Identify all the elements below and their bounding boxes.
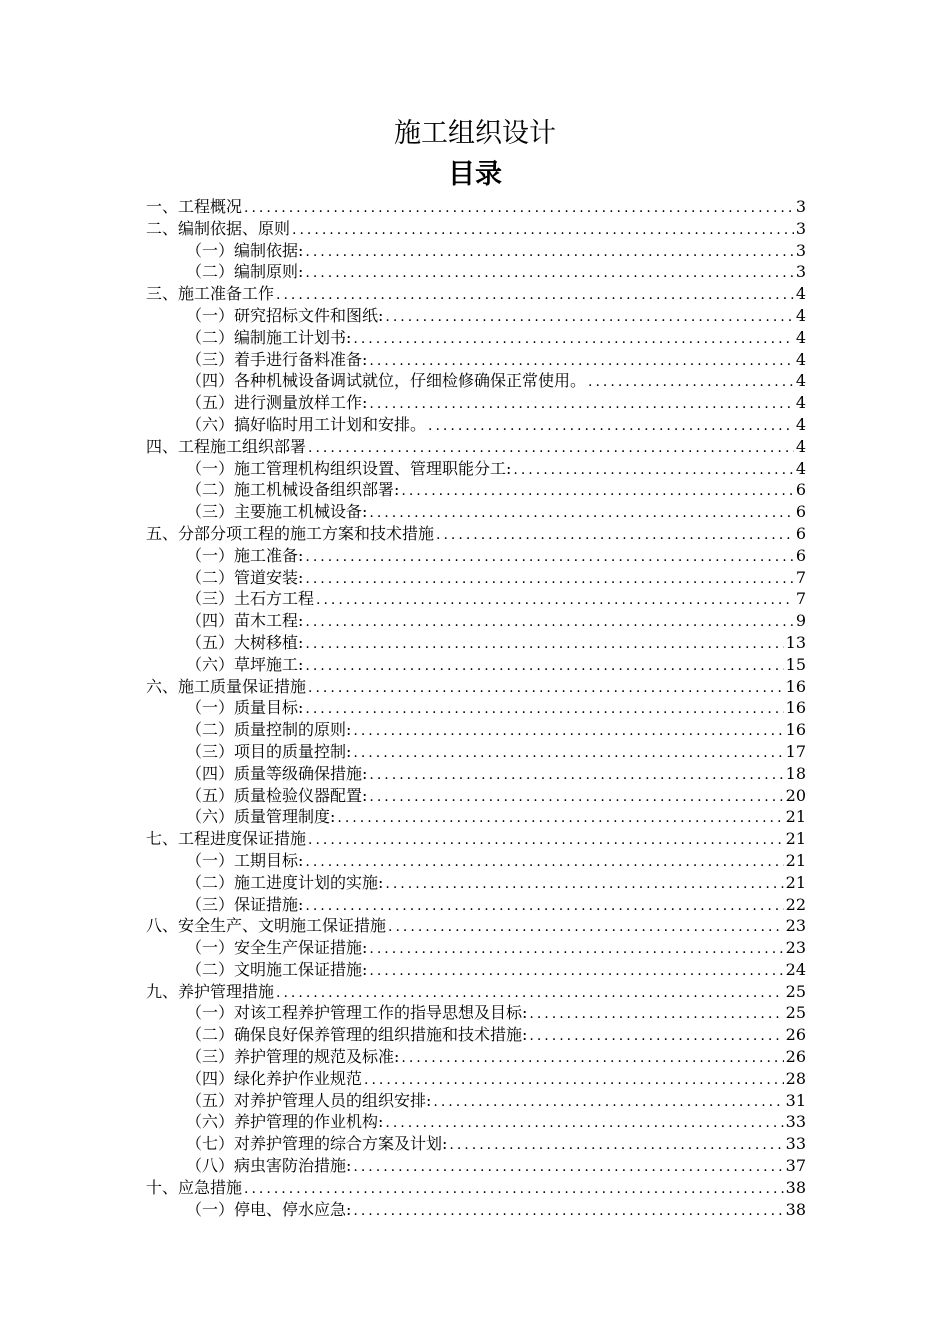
toc-entry-title: 九、养护管理措施 [146,981,275,1001]
toc-entry-page-number: 9 [795,611,806,631]
toc-entry-page-number: 16 [785,720,806,740]
toc-entry-title: （二）确保良好保养管理的组织措施和技术措施: [186,1025,528,1045]
toc-entry[interactable] [146,654,806,676]
toc-entry[interactable] [146,1111,806,1133]
toc-entry[interactable] [146,349,806,371]
toc-dot-leader [369,503,793,523]
toc-entry-title: （一）编制依据: [186,240,304,260]
toc-entry-title: （六）搞好临时用工计划和安排。 [186,414,427,434]
toc-entry-title: 二、编制依据、原则 [146,218,291,238]
toc-entry-page-number: 15 [785,654,806,674]
toc-dot-leader [369,939,783,959]
toc-entry-title: （三）养护管理的规范及标准: [186,1047,400,1067]
toc-entry-title: （三）着手进行备料准备: [186,349,368,369]
toc-entry-title: （四）质量等级确保措施: [186,763,368,783]
toc-entry-page-number: 3 [795,197,806,216]
toc-dot-leader [353,1157,783,1177]
toc-entry[interactable] [146,1133,806,1155]
toc-entry-title: （四）苗木工程: [186,611,304,631]
toc-entry-page-number: 18 [785,763,806,783]
toc-dot-leader [385,307,793,327]
toc-entry-page-number: 3 [795,262,806,282]
toc-dot-leader [305,634,783,654]
toc-dot-leader [529,1004,783,1024]
toc-entry-title: （一）停电、停水应急: [186,1199,352,1219]
toc-dot-leader [369,351,793,371]
toc-dot-leader [401,1048,783,1068]
toc-entry-title: 三、施工准备工作 [146,284,275,304]
toc-dot-leader [292,220,794,240]
toc-entry-page-number: 21 [785,850,806,870]
toc-dot-leader [308,678,784,698]
toc-entry-page-number: 16 [785,698,806,718]
toc-entry-title: （六）质量管理制度: [186,807,336,827]
toc-dot-leader [388,917,784,937]
toc-entry-title: 八、安全生产、文明施工保证措施 [146,916,387,936]
toc-entry[interactable] [146,959,806,981]
toc-entry[interactable] [146,523,806,545]
toc-dot-leader [276,983,784,1003]
toc-entry[interactable] [146,327,806,349]
toc-entry[interactable] [146,414,806,436]
toc-entry-title: （四）各种机械设备调试就位，仔细检修确保正常使用。 [186,371,587,391]
toc-dot-leader [433,1092,783,1112]
toc-entry-page-number: 6 [795,502,806,522]
toc-dot-leader [588,372,794,392]
toc-entry[interactable] [146,610,806,632]
toc-entry[interactable] [146,545,806,567]
toc-entry[interactable] [146,894,806,916]
toc-dot-leader [305,896,783,916]
table-of-contents [146,196,806,1220]
toc-entry[interactable] [146,305,806,327]
toc-entry-page-number: 26 [785,1047,806,1067]
toc-entry[interactable] [146,697,806,719]
toc-entry-title: （三）项目的质量控制: [186,741,352,761]
toc-entry-title: （五）进行测量放样工作: [186,393,368,413]
toc-entry-title: （三）土石方工程 [186,589,315,609]
toc-entry[interactable] [146,501,806,523]
toc-dot-leader [305,263,793,283]
toc-entry-title: （八）病虫害防治措施: [186,1156,352,1176]
toc-entry[interactable] [146,458,806,480]
toc-entry-page-number: 6 [795,523,806,543]
toc-entry[interactable] [146,588,806,610]
toc-entry[interactable] [146,196,806,218]
toc-entry-page-number: 17 [785,741,806,761]
toc-entry[interactable] [146,1199,806,1221]
toc-entry-title: （四）绿化养护作业规范 [186,1068,363,1088]
toc-entry-title: （七）对养护管理的综合方案及计划: [186,1134,448,1154]
toc-dot-leader [529,1026,783,1046]
toc-entry[interactable] [146,741,806,763]
toc-entry-page-number: 4 [795,393,806,413]
toc-entry-page-number: 4 [795,284,806,304]
toc-entry-title: （六）养护管理的作业机构: [186,1112,384,1132]
toc-entry[interactable] [146,915,806,937]
toc-entry-title: （一）对该工程养护管理工作的指导思想及目标: [186,1003,528,1023]
toc-entry-title: 十、应急措施 [146,1177,243,1197]
toc-entry[interactable] [146,981,806,1003]
toc-entry-page-number: 28 [785,1068,806,1088]
toc-dot-leader [369,394,793,414]
toc-entry[interactable] [146,1090,806,1112]
toc-entry[interactable] [146,436,806,458]
toc-dot-leader [305,699,783,719]
toc-dot-leader [305,852,783,872]
toc-dot-leader [513,460,793,480]
toc-dot-leader [369,961,783,981]
toc-entry[interactable] [146,567,806,589]
toc-entry-page-number: 21 [785,807,806,827]
toc-entry-title: （三）保证措施: [186,894,304,914]
toc-entry[interactable] [146,392,806,414]
toc-entry-page-number: 4 [795,414,806,434]
toc-entry[interactable] [146,240,806,262]
toc-entry-title: （二）文明施工保证措施: [186,959,368,979]
toc-entry-title: （一）研究招标文件和图纸: [186,305,384,325]
toc-entry-title: （六）草坪施工: [186,654,304,674]
toc-dot-leader [385,1113,783,1133]
toc-dot-leader [449,1135,783,1155]
toc-entry-title: （一）工期目标: [186,850,304,870]
toc-entry-page-number: 7 [795,567,806,587]
toc-entry[interactable] [146,632,806,654]
toc-entry-page-number: 38 [785,1177,806,1197]
toc-entry-title: （一）施工准备: [186,545,304,565]
toc-entry-page-number: 7 [795,589,806,609]
toc-dot-leader [276,285,794,305]
toc-dot-leader [428,416,794,436]
toc-entry[interactable] [146,370,806,392]
toc-dot-leader [436,525,794,545]
toc-entry-title: （二）施工进度计划的实施: [186,872,384,892]
toc-entry-title: 四、工程施工组织部署 [146,436,307,456]
toc-dot-leader [353,329,793,349]
toc-entry-page-number: 4 [795,371,806,391]
toc-entry[interactable] [146,850,806,872]
toc-entry-page-number: 25 [785,1003,806,1023]
toc-dot-leader [305,569,793,589]
toc-entry-title: （二）编制原则: [186,262,304,282]
toc-entry-title: （二）管道安装: [186,567,304,587]
toc-entry-page-number: 6 [795,545,806,565]
toc-dot-leader [353,743,783,763]
toc-entry[interactable] [146,283,806,305]
toc-entry-page-number: 23 [785,916,806,936]
toc-dot-leader [369,787,783,807]
toc-entry-page-number: 4 [795,327,806,347]
toc-entry-title: 五、分部分项工程的施工方案和技术措施 [146,523,435,543]
toc-entry-title: 一、工程概况 [146,197,243,216]
toc-entry-page-number: 33 [785,1112,806,1132]
toc-entry-page-number: 21 [785,872,806,892]
toc-entry-title: （二）施工机械设备组织部署: [186,480,400,500]
toc-entry-title: 七、工程进度保证措施 [146,829,307,849]
toc-entry-page-number: 16 [785,676,806,696]
toc-entry-page-number: 4 [795,305,806,325]
toc-entry-page-number: 4 [795,436,806,456]
toc-entry-page-number: 3 [795,218,806,238]
toc-entry-page-number: 26 [785,1025,806,1045]
toc-entry[interactable] [146,806,806,828]
toc-dot-leader [353,721,783,741]
toc-dot-leader [385,874,783,894]
toc-entry-title: （二）编制施工计划书: [186,327,352,347]
toc-entry-page-number: 37 [785,1156,806,1176]
toc-dot-leader [305,656,783,676]
toc-entry-page-number: 6 [795,480,806,500]
toc-dot-leader [305,612,793,632]
toc-entry-title: （一）施工管理机构组织设置、管理职能分工: [186,458,512,478]
toc-entry-page-number: 4 [795,349,806,369]
toc-entry-title: （五）大树移植: [186,632,304,652]
toc-dot-leader [305,547,793,567]
toc-entry[interactable] [146,719,806,741]
toc-entry[interactable] [146,479,806,501]
toc-dot-leader [337,808,783,828]
toc-entry-title: （二）质量控制的原则: [186,720,352,740]
toc-entry-title: （五）对养护管理人员的组织安排: [186,1090,432,1110]
toc-entry-page-number: 20 [785,785,806,805]
toc-entry[interactable] [146,1046,806,1068]
toc-dot-leader [401,481,793,501]
toc-entry-page-number: 38 [785,1199,806,1219]
toc-entry-title: （三）主要施工机械设备: [186,502,368,522]
toc-entry[interactable] [146,1002,806,1024]
toc-dot-leader [244,198,794,218]
toc-dot-leader [308,438,794,458]
toc-entry[interactable] [146,937,806,959]
toc-heading: 目录 [448,159,502,190]
toc-dot-leader [364,1070,784,1090]
toc-entry[interactable] [146,218,806,240]
toc-entry-title: （一）安全生产保证措施: [186,938,368,958]
toc-entry[interactable] [146,1155,806,1177]
toc-entry-page-number: 24 [785,959,806,979]
toc-entry[interactable] [146,1068,806,1090]
toc-entry-page-number: 25 [785,981,806,1001]
toc-entry-page-number: 4 [795,458,806,478]
toc-entry[interactable] [146,872,806,894]
toc-entry-page-number: 13 [785,632,806,652]
toc-entry-title: （一）质量目标: [186,698,304,718]
toc-entry-page-number: 21 [785,829,806,849]
toc-entry-title: 六、施工质量保证措施 [146,676,307,696]
toc-dot-leader [369,765,783,785]
toc-entry-page-number: 31 [785,1090,806,1110]
toc-entry[interactable] [146,763,806,785]
toc-entry[interactable] [146,261,806,283]
toc-entry-title: （五）质量检验仪器配置: [186,785,368,805]
toc-dot-leader [305,242,793,262]
toc-entry-page-number: 33 [785,1134,806,1154]
toc-entry[interactable] [146,828,806,850]
toc-dot-leader [244,1179,784,1199]
toc-entry-page-number: 23 [785,938,806,958]
toc-dot-leader [308,830,784,850]
document-title: 施工组织设计 [394,118,556,149]
toc-entry-page-number: 22 [785,894,806,914]
toc-entry[interactable] [146,785,806,807]
toc-entry[interactable] [146,1177,806,1199]
toc-entry[interactable] [146,676,806,698]
toc-entry[interactable] [146,1024,806,1046]
toc-dot-leader [316,590,794,610]
toc-dot-leader [353,1201,783,1221]
toc-entry-page-number: 3 [795,240,806,260]
